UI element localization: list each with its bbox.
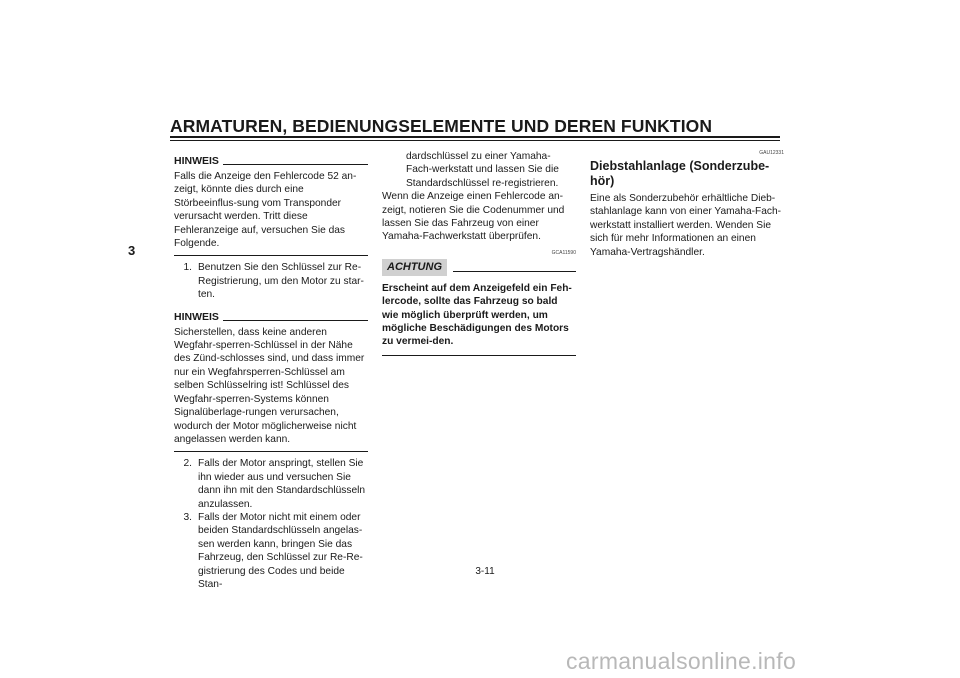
column-1 [174,150,368,591]
step-number: 3. [183,511,192,523]
note-rule [223,164,368,165]
step-text: Falls der Motor nicht mit einem oder beiden Standardschlüsseln angelas-sen werden kann, bringen Sie das Fahrzeug, den Schlüssel zur Re-Re-gistrierung des Codes und beide Stan- [198,511,363,590]
note-heading [174,154,368,168]
reference-code: GCA11590 [551,249,576,256]
page-title: ARMATUREN, BEDIENUNGSELEMENTE UND DEREN FUNKTION [170,116,713,136]
column-2 [382,150,576,356]
page-number: 3-11 [475,566,495,577]
caution-end-rule [382,355,576,356]
step-text: Falls der Motor anspringt, stellen Sie ihn wieder aus und versuchen Sie dann ihn mit den Standardschlüsseln anzulassen. [198,458,366,510]
paragraph: Wenn die Anzeige einen Fehlercode an-zeigt, notieren Sie die Codenummer und lassen Sie das Fahrzeug von einer Yamaha-Fachwerkstatt überprüfen. [382,191,565,243]
note-label: HINWEIS [174,155,219,167]
reference-code: GAU12331 [759,150,784,156]
step-continuation: dardschlüssel zu einer Yamaha-Fach-werkstatt und lassen Sie die Standardschlüssel re-registrieren. [406,151,559,189]
caution-badge: ACHTUNG [382,259,447,276]
caution-heading [382,259,576,276]
section-text: Eine als Sonderzubehör erhältliche Dieb-stahlanlage kann von einer Yamaha-Fach-werkstatt installiert werden. Wenden Sie sich für mehr Informationen an einen Yamaha-Vertragshändler. [590,193,782,258]
note-label: HINWEIS [174,310,219,323]
note-heading [174,310,368,324]
step-item [174,511,368,591]
step-item [174,261,368,301]
note-end-rule [174,255,368,256]
column-3 [590,150,784,259]
step-number: 2. [183,458,192,470]
chapter-tab: 3 [128,243,136,258]
note-text: Falls die Anzeige den Fehlercode 52 an-zeigt, könnte dies durch eine Störbeeinflus-sung vom Transponder verursacht werden. Tritt diese Fehleranzeige auf, versuchen Sie das Folgende. [174,171,357,250]
title-rule [170,136,780,138]
note-text: Sicherstellen, dass keine anderen Wegfahr-sperren-Schlüssel in der Nähe des Zünd-schlosses sind, und dass immer nur ein Wegfahrsperren-Schlüssel am selben Schlüsselring ist! Schlüssel des Wegfahr-sperren-Systems können Signalüberlage-rungen verursachen, wodurch der Motor möglicherweise nicht angelassen werden kann. [174,326,365,445]
step-item [174,457,368,511]
section-title: Diebstahlanlage (Sonderzube-hör) [590,159,770,188]
watermark: carmanualsonline.info [566,648,797,674]
step-number: 1. [183,262,192,274]
caution-text: Erscheint auf dem Anzeigefeld ein Feh-lercode, sollte das Fahrzeug so bald wie möglich überprüft werden, um mögliche Beschädigungen des Motors zu vermei-den. [382,282,572,348]
step-text: Benutzen Sie den Schlüssel zur Re-Registrierung, um den Motor zu star-ten. [198,262,364,301]
caution-rule [453,271,576,272]
note-end-rule [174,451,368,452]
title-rule-thin [170,140,780,141]
note-rule [223,320,368,321]
